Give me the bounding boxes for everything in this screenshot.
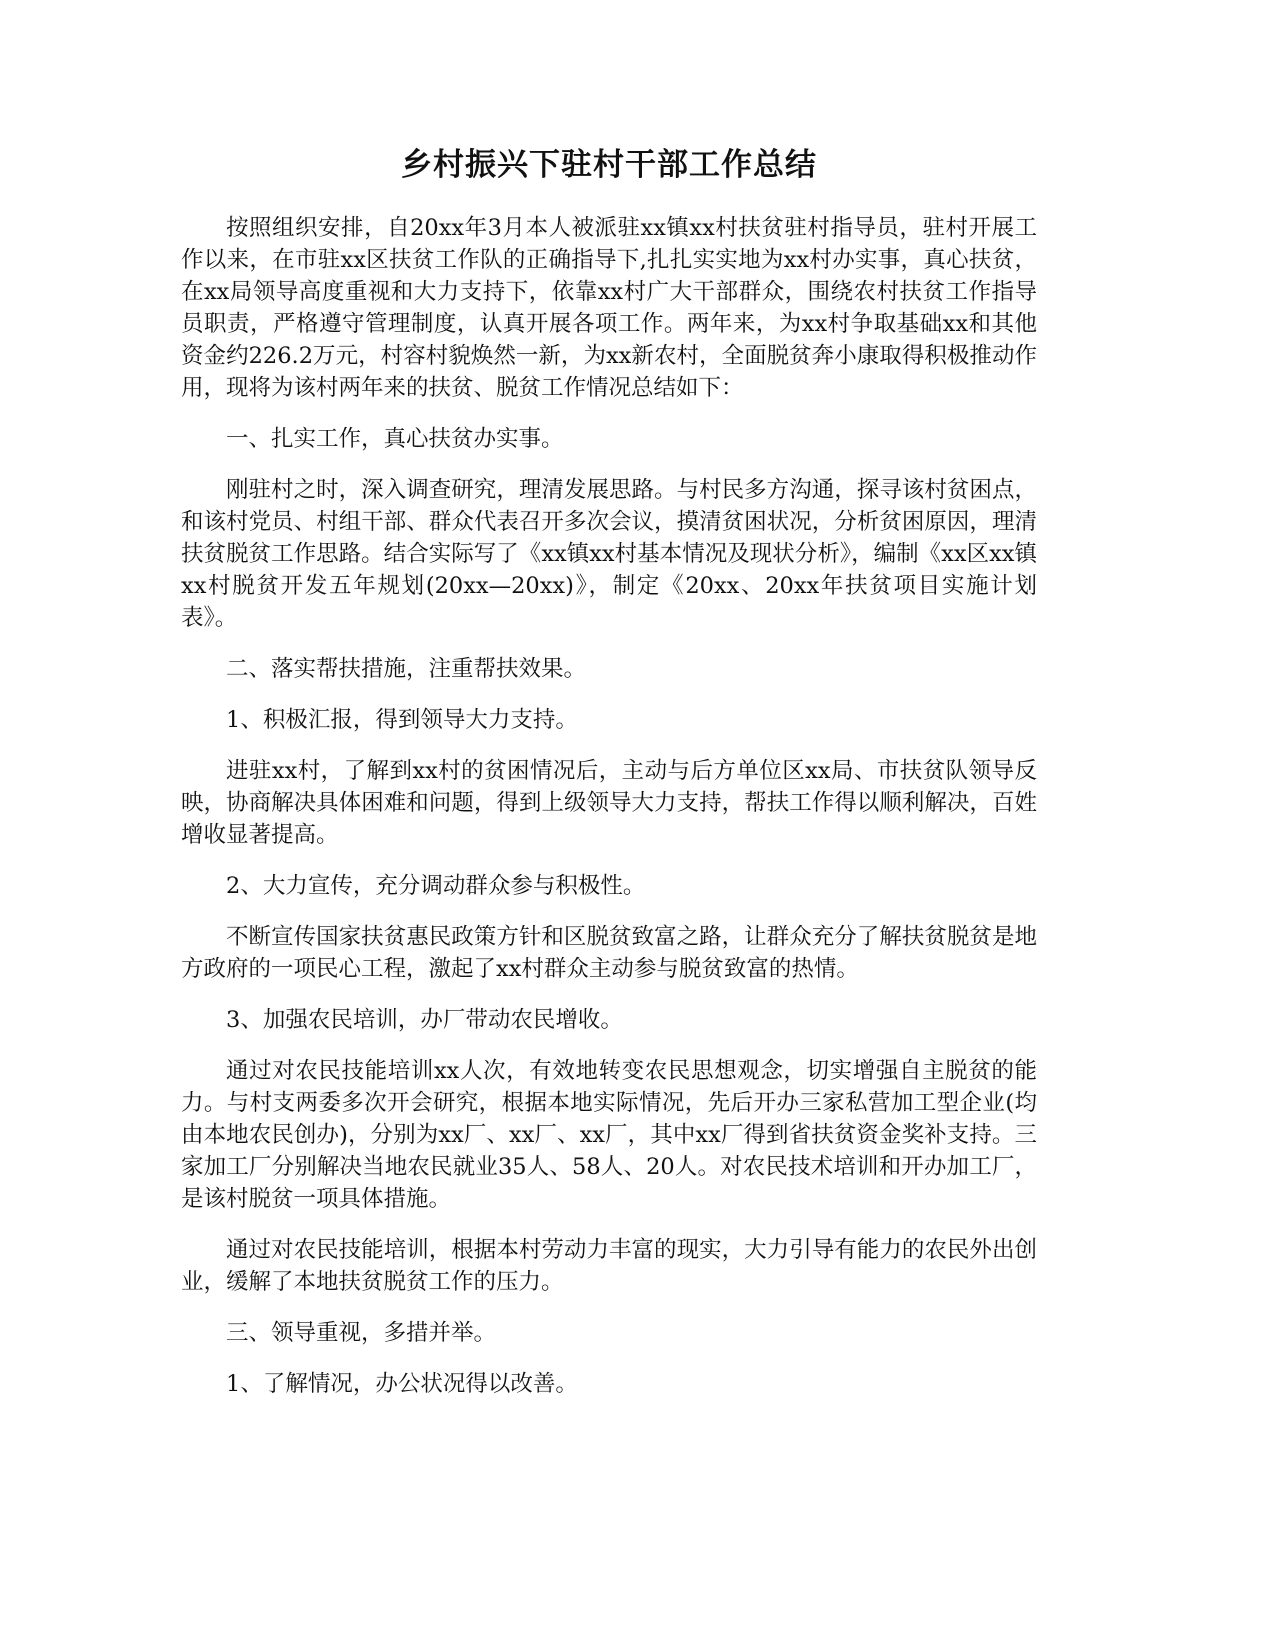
subheading-3-1: 1、了解情况，办公状况得以改善。 xyxy=(226,1371,578,1397)
subheading-2-3: 3、加强农民培训，办厂带动农民增收。 xyxy=(226,1007,623,1033)
paragraph: 进驻xx村，了解到xx村的贫困情况后，主动与后方单位区xx局、市扶贫队领导反映，协商解决具体困难和问题，得到上级领导大力支持，帮扶工作得以顺利解决，百姓增收显著提高。 xyxy=(181,758,1037,848)
paragraph: 不断宣传国家扶贫惠民政策方针和区脱贫致富之路，让群众充分了解扶贫脱贫是地方政府的一项民心工程，激起了xx村群众主动参与脱贫致富的热情。 xyxy=(181,924,1037,982)
section-heading-3: 三、领导重视，多措并举。 xyxy=(226,1320,497,1346)
subheading-2-2: 2、大力宣传，充分调动群众参与积极性。 xyxy=(226,873,646,899)
document-page xyxy=(181,140,1037,1419)
document-title: 乡村振兴下驻村干部工作总结 xyxy=(401,147,817,183)
section-heading-1: 一、扎实工作，真心扶贫办实事。 xyxy=(226,426,564,452)
section-heading-2: 二、落实帮扶措施，注重帮扶效果。 xyxy=(226,656,587,682)
subheading-2-1: 1、积极汇报，得到领导大力支持。 xyxy=(226,707,578,733)
paragraph: 通过对农民技能培训，根据本村劳动力丰富的现实，大力引导有能力的农民外出创业，缓解了本地扶贫脱贫工作的压力。 xyxy=(181,1237,1037,1295)
paragraph: 通过对农民技能培训xx人次，有效地转变农民思想观念，切实增强自主脱贫的能力。与村支两委多次开会研究，根据本地实际情况，先后开办三家私营加工型企业(均由本地农民创办)，分别为xx厂、xx厂、xx厂，其中xx厂得到省扶贫资金奖补支持。三家加工厂分别解决当地农民就业35人、58人、20人。对农民技术培训和开办加工厂，是该村脱贫一项具体措施。 xyxy=(181,1058,1037,1212)
paragraph: 刚驻村之时，深入调查研究，理清发展思路。与村民多方沟通，探寻该村贫困点，和该村党员、村组干部、群众代表召开多次会议，摸清贫困状况，分析贫困原因，理清扶贫脱贫工作思路。结合实际写了《xx镇xx村基本情况及现状分析》，编制《xx区xx镇xx村脱贫开发五年规划(20xx—20xx)》，制定《20xx、20xx年扶贫项目实施计划表》。 xyxy=(181,477,1037,631)
paragraph-intro: 按照组织安排，自20xx年3月本人被派驻xx镇xx村扶贫驻村指导员，驻村开展工作以来，在市驻xx区扶贫工作队的正确指导下,扎扎实实地为xx村办实事，真心扶贫，在xx局领导高度重视和大力支持下，依靠xx村广大干部群众，围绕农村扶贫工作指导员职责，严格遵守管理制度，认真开展各项工作。两年来，为xx村争取基础xx和其他资金约226.2万元，村容村貌焕然一新，为xx新农村，全面脱贫奔小康取得积极推动作用，现将为该村两年来的扶贫、脱贫工作情况总结如下： xyxy=(181,215,1037,401)
